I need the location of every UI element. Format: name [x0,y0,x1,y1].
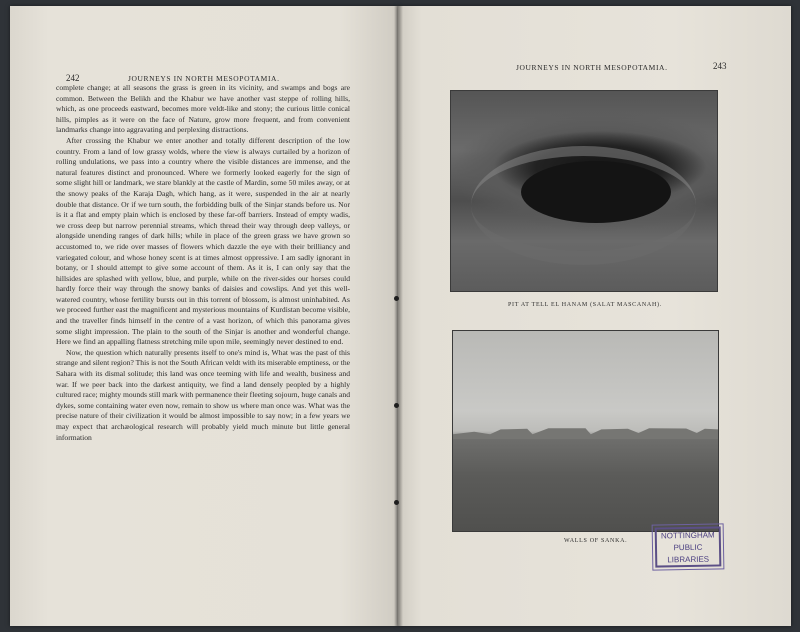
binding-hole [394,403,399,408]
left-running-head: JOURNEYS IN NORTH MESOPOTAMIA. [128,74,280,83]
binding-hole [394,500,399,505]
photo-walls-caption: WALLS OF SANKA. [564,538,628,544]
paragraph: complete change; at all seasons the grass is green in its vicinity, and swamps and bogs are common. Between the Belikh and the Khabur we have another vast steppe of rolling hills, which, as one proceeds eastward, becomes more veldt-like and stony; the curious little conical hills, pimples as it were on the face of Nature, grow more frequent, and from convenient landmarks change into aggravating and perplexing distractions. [56,83,350,135]
left-body-text [56,83,350,443]
paragraph: Now, the question which naturally presents itself to one's mind is, What was the past of this strange and silent region? This is not the South African veldt with its miserable emptiness, or the Sahara with its dismal solitude; this land was once teeming with life and wealth, business and war. If we peer back into the darkest antiquity, we find a land densely peopled by a highly cultured race; mighty mounds still mark with permanence their fleeting sojourn, huge canals and dykes, some containing water even now, remain to show us where man once was. What was the precise nature of their civilization it would be almost impossible to say now; in a few years we may expect that archæological research will probably yield much minute but little general information [56,347,350,442]
stamp-line: PUBLIC [673,542,703,553]
gutter-shadow [394,6,403,626]
ground-plain [453,439,718,531]
walls-silhouette [453,427,718,439]
left-page-number: 242 [66,73,80,83]
right-page-number: 243 [713,61,727,71]
photo-walls [452,330,719,532]
stamp-line: NOTTINGHAM [660,530,715,541]
right-running-head: JOURNEYS IN NORTH MESOPOTAMIA. [516,63,668,72]
photo-pit-caption: PIT AT TELL EL HANAM (SALAT MASCANAH). [508,302,662,308]
pit-hollow [521,161,671,223]
library-stamp [655,526,722,567]
binding-hole [394,296,399,301]
photo-pit [450,90,718,292]
stamp-line: LIBRARIES [667,554,710,565]
paragraph: After crossing the Khabur we enter another and totally different description of the low country. From a land of low grassy wolds, where the view is always curtailed by a horizon of rolling undulations, we pass into a country where the visible distances are immense, and the natural features distinct and pronounced. Where we formerly looked eagerly for the sign of some slight hill or landmark, we stare blankly at the castle of Mardin, some 50 miles away, or at the snowy peaks of the Karaja Dagh, which hang, as it were, suspended in the air at nearly double that distance. Or if we turn south, the forbidding bulk of the Sinjar stands before us. Nor is it a flat and empty plain which is enclosed by these far-off barriers. Instead of empty wadis, we cross deep but narrow perennial streams, which thread their way through deep valleys, or alongside unending ranges of dark hills; while in place of the green grass we have grown so accustomed to, we ride over masses of flowers which dazzle the eye with their brilliancy and variegated colour, and whose honey scent is at times almost oppressive. I am sadly ignorant in botany, or I should attempt to give some account of them. As it is, I can only say that the hillsides are splashed with yellow, blue, and purple, while on the river-sides our horses could hardly force their way through the snowy banks of daisies and cowslips. And yet this well-watered country, whose fertility bursts out in this torrent of blossom, is almost uninhabited. As we proceed further east the magnificent and mysterious mountains of Kurdistan become visible, and the traveller finds himself in the centre of a vast horizon, of which this panorama gives some slight impression. The plain to the south of the Sinjar is another and wonderful change. Here we find an appalling flatness stretching mile upon mile, seemingly never destined to end. [56,135,350,347]
